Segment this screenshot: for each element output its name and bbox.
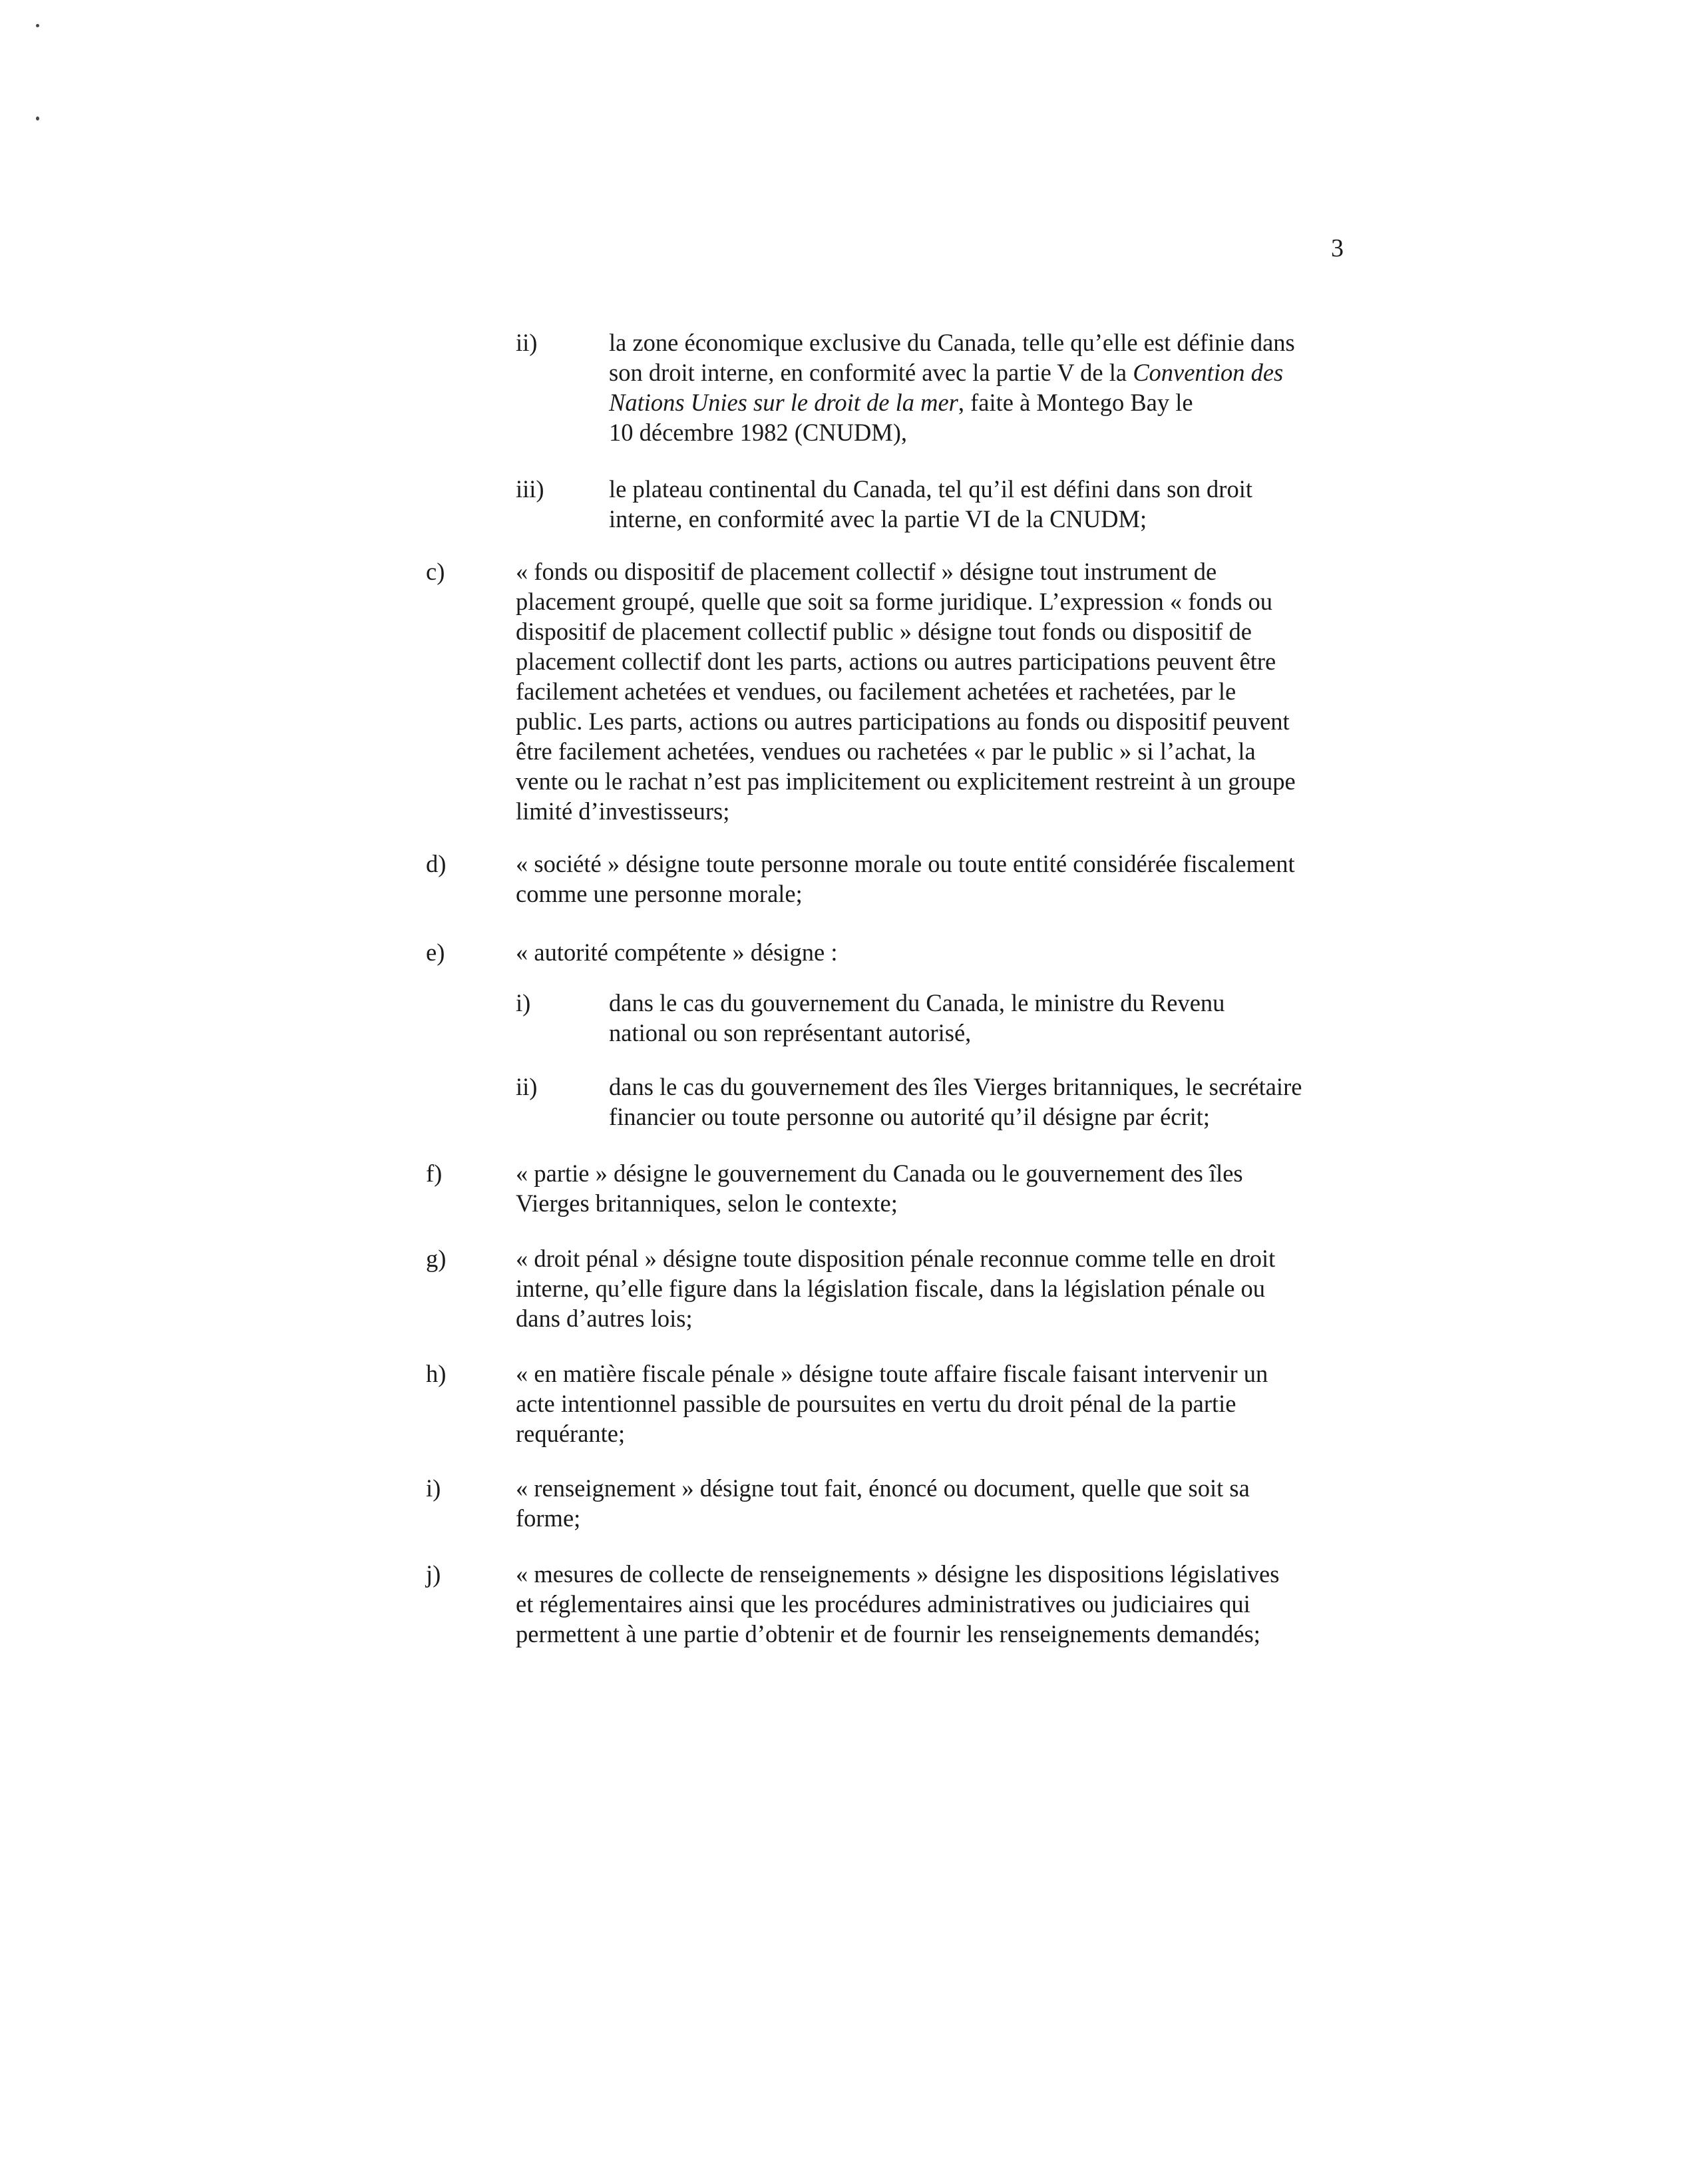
item-text — [516, 1559, 1368, 1649]
text-line — [516, 736, 1368, 766]
text-segment: « mesures de collecte de renseignements » désigne les dispositions législatives — [516, 1560, 1280, 1588]
text-line — [609, 387, 1368, 417]
item-label: j) — [426, 1560, 441, 1588]
text-segment: son droit interne, en conformité avec la partie V de la — [609, 359, 1133, 386]
item-text — [609, 1072, 1368, 1132]
text-line — [609, 1072, 1368, 1102]
text-line — [609, 1018, 1368, 1048]
text-segment: forme; — [516, 1504, 581, 1532]
text-line — [516, 1503, 1368, 1533]
text-segment: dans le cas du gouvernement des îles Vierges britanniques, le secrétaire — [609, 1073, 1302, 1100]
text-line — [516, 1473, 1368, 1503]
item-text — [609, 328, 1368, 447]
text-segment: dans le cas du gouvernement du Canada, le ministre du Revenu — [609, 989, 1225, 1016]
item-text — [516, 556, 1368, 826]
text-line — [516, 1273, 1368, 1303]
text-segment: Vierges britanniques, selon le contexte; — [516, 1190, 898, 1217]
text-segment: comme une personne morale; — [516, 880, 803, 907]
text-line — [516, 766, 1368, 796]
text-line — [516, 1559, 1368, 1589]
item-text — [516, 1359, 1368, 1448]
item-text — [516, 1243, 1368, 1333]
item-label: h) — [426, 1360, 447, 1387]
text-line — [516, 1158, 1368, 1188]
text-line — [516, 676, 1368, 706]
item-text — [609, 474, 1368, 534]
text-line — [516, 1243, 1368, 1273]
text-segment: le plateau continental du Canada, tel qu’il est défini dans son droit — [609, 475, 1252, 503]
item-label: i) — [516, 989, 531, 1016]
text-line — [516, 706, 1368, 736]
item-text — [516, 1473, 1368, 1533]
text-segment: « fonds ou dispositif de placement collectif » désigne tout instrument de — [516, 558, 1217, 585]
text-line — [516, 556, 1368, 586]
text-line — [516, 586, 1368, 616]
text-segment: acte intentionnel passible de poursuites en vertu du droit pénal de la partie — [516, 1390, 1236, 1417]
text-segment: « partie » désigne le gouvernement du Canada ou le gouvernement des îles — [516, 1160, 1243, 1187]
text-segment: requérante; — [516, 1420, 626, 1447]
text-line — [516, 1303, 1368, 1333]
item-text — [516, 937, 1368, 967]
item-label: g) — [426, 1245, 447, 1272]
text-line — [516, 879, 1368, 909]
text-segment: être facilement achetées, vendues ou rachetées « par le public » si l’achat, la — [516, 738, 1256, 765]
text-segment: dispositif de placement collectif public » désigne tout fonds ou dispositif de — [516, 618, 1252, 645]
text-segment: et réglementaires ainsi que les procédures administratives ou judiciaires qui — [516, 1590, 1250, 1618]
text-line — [609, 417, 1368, 447]
text-line — [609, 328, 1368, 357]
text-segment: placement groupé, quelle que soit sa forme juridique. L’expression « fonds ou — [516, 588, 1272, 615]
text-segment: interne, qu’elle figure dans la législation fiscale, dans la législation pénale ou — [516, 1275, 1266, 1302]
text-segment: vente ou le rachat n’est pas implicitement ou explicitement restreint à un groupe — [516, 767, 1296, 795]
item-text — [516, 1158, 1368, 1218]
text-segment: « droit pénal » désigne toute disposition pénale reconnue comme telle en droit — [516, 1245, 1276, 1272]
text-segment: financier ou toute personne ou autorité qu’il désigne par écrit; — [609, 1103, 1211, 1130]
item-text — [609, 988, 1368, 1048]
text-line — [609, 474, 1368, 504]
item-label: i) — [426, 1474, 441, 1502]
text-segment: la zone économique exclusive du Canada, telle qu’elle est définie dans — [609, 329, 1295, 356]
text-segment: placement collectif dont les parts, actions ou autres participations peuvent être — [516, 648, 1276, 675]
text-segment: , faite à Montego Bay le — [958, 389, 1193, 416]
text-line — [609, 504, 1368, 534]
text-line — [516, 1188, 1368, 1218]
text-segment: national ou son représentant autorisé, — [609, 1019, 972, 1046]
scan-speck — [36, 24, 39, 27]
item-label: d) — [426, 850, 447, 877]
item-text — [516, 849, 1368, 909]
text-segment: interne, en conformité avec la partie VI de la CNUDM; — [609, 505, 1147, 533]
text-segment: facilement achetées et vendues, ou facilement achetées et rachetées, par le — [516, 678, 1236, 705]
text-line — [516, 1419, 1368, 1448]
italic-title: Nations Unies sur le droit de la mer — [609, 389, 958, 416]
text-line — [516, 1619, 1368, 1649]
item-label: iii) — [516, 475, 544, 503]
item-label: ii) — [516, 1073, 538, 1100]
item-label: c) — [426, 558, 445, 585]
text-line — [516, 796, 1368, 826]
text-segment: permettent à une partie d’obtenir et de fournir les renseignements demandés; — [516, 1620, 1260, 1647]
text-line — [609, 988, 1368, 1018]
item-label: e) — [426, 939, 445, 966]
text-line — [516, 1589, 1368, 1619]
italic-title: Convention des — [1133, 359, 1284, 386]
text-line — [516, 937, 1368, 967]
text-segment: « en matière fiscale pénale » désigne toute affaire fiscale faisant intervenir un — [516, 1360, 1268, 1387]
text-line — [516, 646, 1368, 676]
text-line — [609, 1102, 1368, 1132]
text-line — [516, 616, 1368, 646]
text-segment: « société » désigne toute personne morale ou toute entité considérée fiscalement — [516, 850, 1295, 877]
text-segment: public. Les parts, actions ou autres participations au fonds ou dispositif peuvent — [516, 708, 1290, 735]
text-segment: limité d’investisseurs; — [516, 797, 730, 825]
page-number: 3 — [1331, 234, 1344, 262]
text-segment: « renseignement » désigne tout fait, énoncé ou document, quelle que soit sa — [516, 1474, 1250, 1502]
scan-speck — [36, 116, 39, 120]
text-segment: « autorité compétente » désigne : — [516, 939, 838, 966]
text-line — [516, 1359, 1368, 1389]
item-label: f) — [426, 1160, 443, 1187]
text-segment: 10 décembre 1982 (CNUDM), — [609, 419, 908, 446]
text-line — [516, 849, 1368, 879]
item-label: ii) — [516, 329, 538, 356]
text-line — [516, 1389, 1368, 1419]
text-segment: dans d’autres lois; — [516, 1305, 693, 1332]
text-line — [609, 357, 1368, 387]
